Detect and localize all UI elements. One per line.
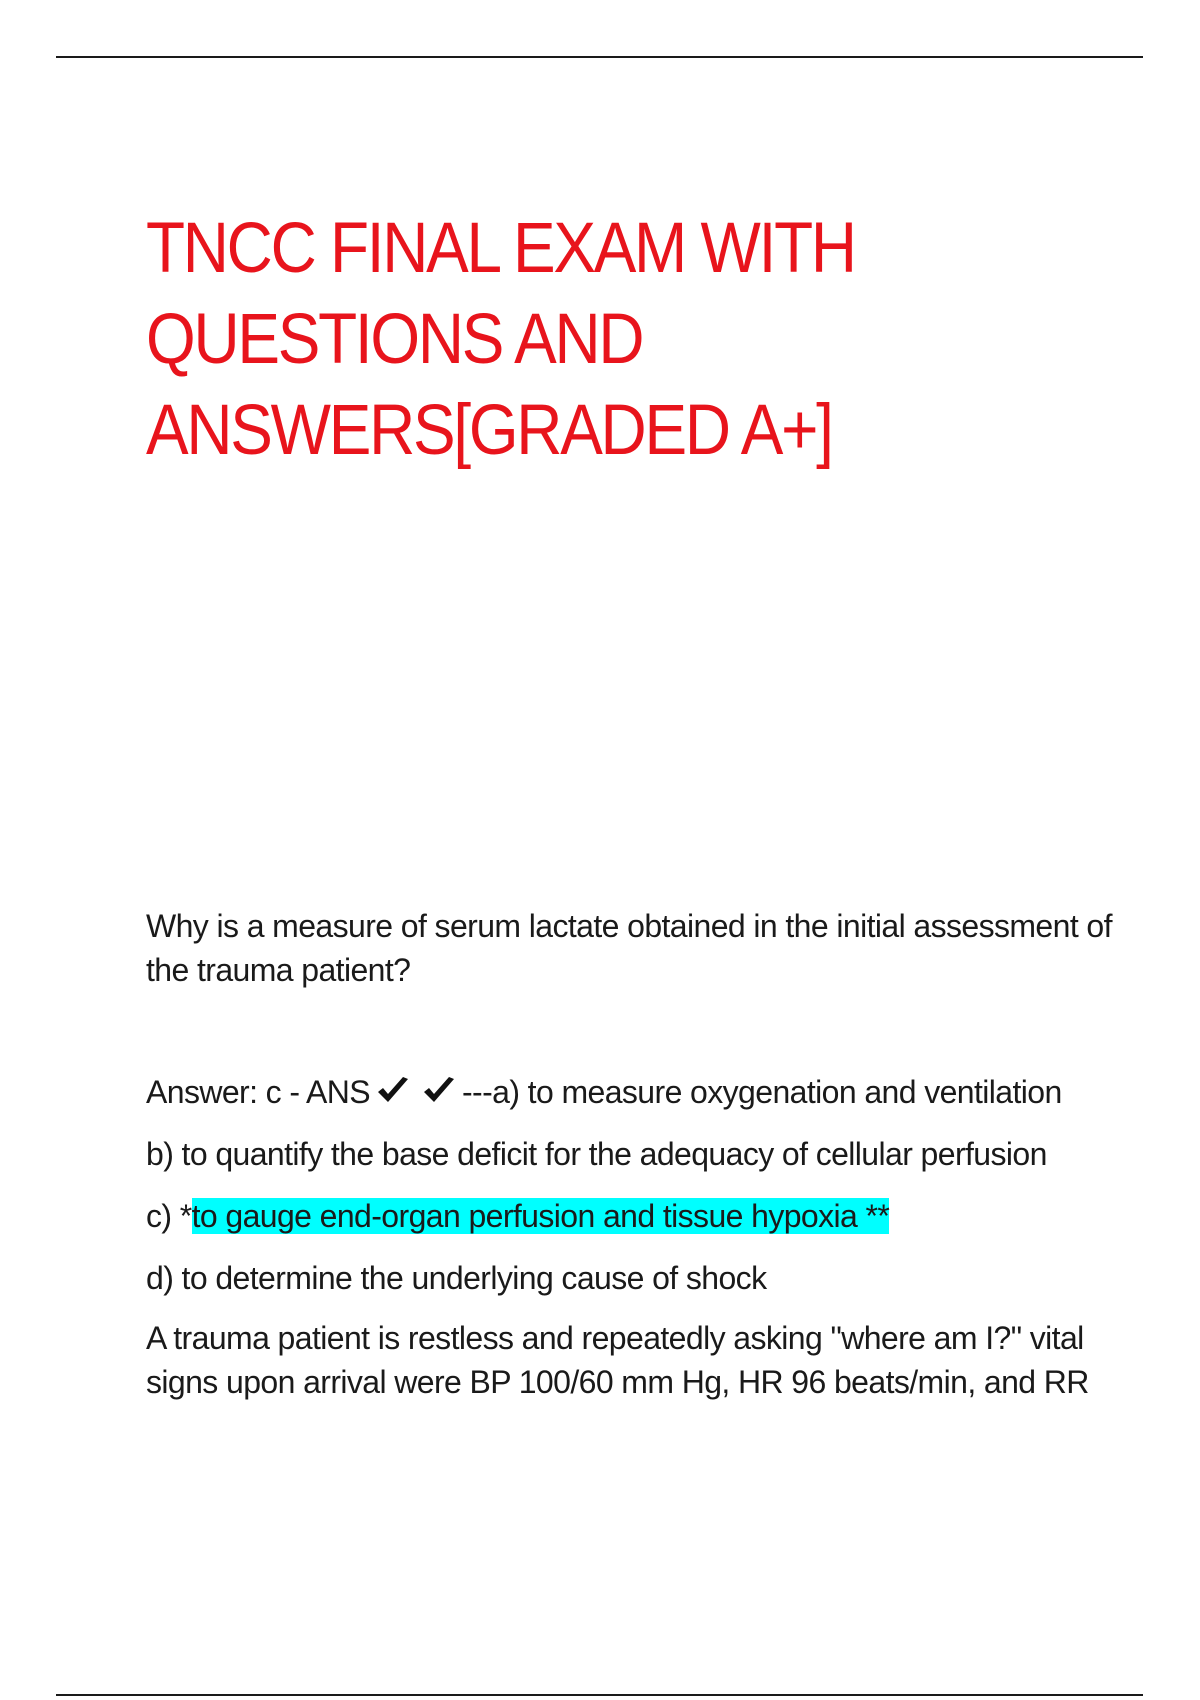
document-body xyxy=(146,904,1146,1404)
answer-option-b: b) to quantify the base deficit for the adequacy of cellular perfusion xyxy=(146,1136,1047,1172)
answer-line xyxy=(146,1070,1146,1114)
title-line-2: QUESTIONS AND xyxy=(146,300,643,379)
answer-option-a: ---a) to measure oxygenation and ventilation xyxy=(461,1074,1062,1110)
title-line-3: ANSWERS[GRADED A+] xyxy=(146,391,832,470)
next-question-text: A trauma patient is restless and repeatedly asking "where am I?" vital signs upon arrival were BP 100/60 mm Hg, HR 96 beats/min, and RR xyxy=(146,1320,1089,1400)
answer-option-d: d) to determine the underlying cause of shock xyxy=(146,1260,767,1296)
document-title xyxy=(146,203,956,476)
bottom-rule xyxy=(56,1694,1143,1696)
top-rule xyxy=(56,56,1143,58)
highlighted-correct-answer: to gauge end-organ perfusion and tissue hypoxia ** xyxy=(191,1198,890,1234)
check-mark-icon xyxy=(422,1076,456,1106)
title-line-1: TNCC FINAL EXAM WITH xyxy=(146,209,855,288)
answer-option-c xyxy=(146,1194,1146,1238)
answer-prefix: Answer: c - ANS xyxy=(146,1074,370,1110)
question-text: Why is a measure of serum lactate obtained in the initial assessment of the trauma patient? xyxy=(146,908,1112,988)
option-c-prefix: c) * xyxy=(146,1198,192,1234)
check-mark-icon xyxy=(376,1076,410,1106)
